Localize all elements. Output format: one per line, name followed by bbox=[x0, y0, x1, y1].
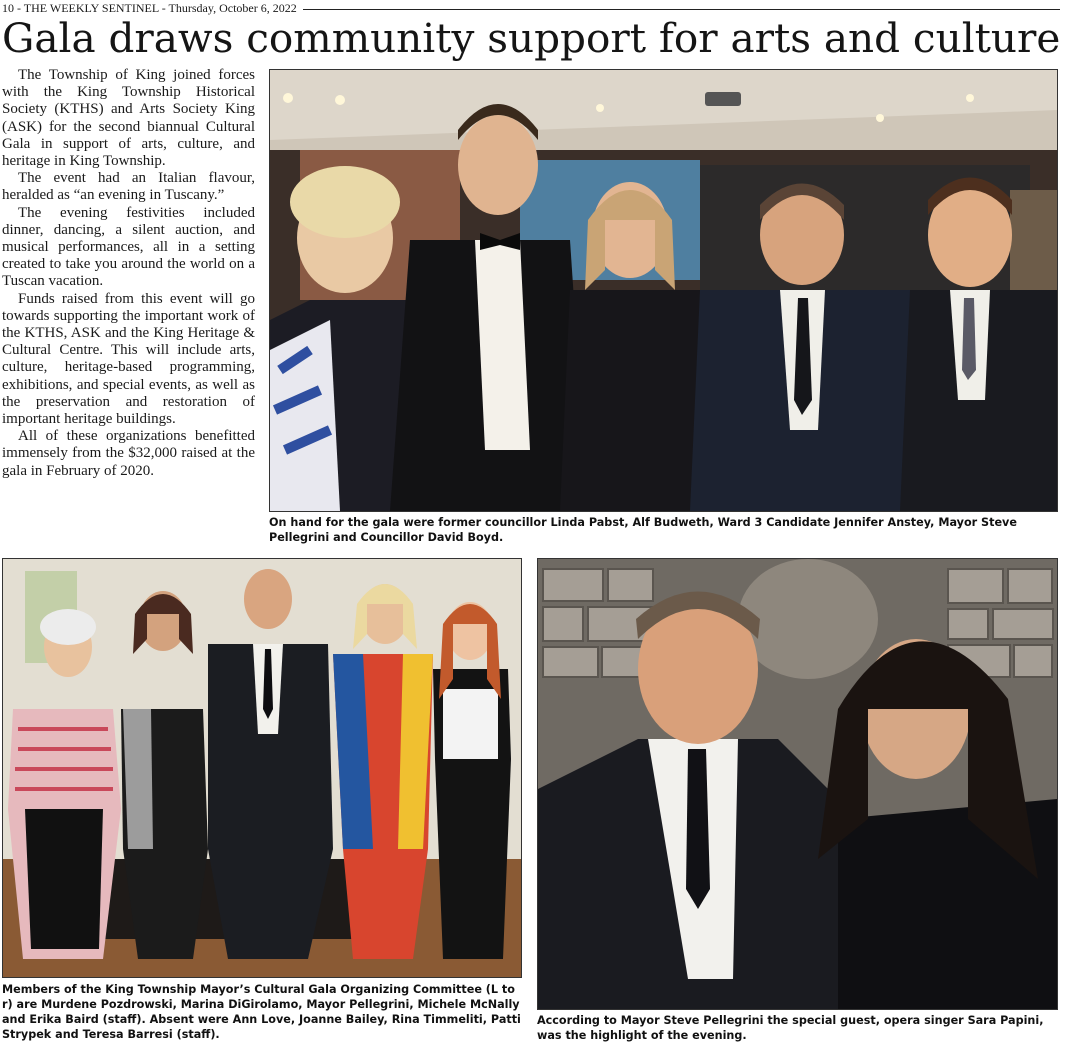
article-paragraph: The evening festivities included dinner, dancing, a silent auction, and musical performances, all in a setting created to take you around the world on a Tuscan vacation. bbox=[2, 204, 255, 290]
article-paragraph: All of these organizations benefitted immensely from the $32,000 raised at the gala in February of 2020. bbox=[2, 428, 255, 479]
header-rule bbox=[303, 9, 1060, 10]
photo-caption-bottom-left: Members of the King Township Mayor’s Cultural Gala Organizing Committee (L to r) are Murdene Pozdrowski, Marina DiGirolamo, Mayor Pellegrini, Michele McNally and Erika Baird (staff). Absent were Ann Love, Joanne Bailey, Rina Timmeliti, Patti Strypek and Teresa Barresi (staff). bbox=[2, 983, 521, 1041]
photo-mayor-and-singer-illustration bbox=[538, 559, 1057, 1009]
page-header-text: 10 - THE WEEKLY SENTINEL - Thursday, October 6, 2022 bbox=[2, 0, 297, 15]
photo-mayor-and-singer bbox=[537, 558, 1058, 1010]
headline: Gala draws community support for arts and culture bbox=[2, 14, 1061, 62]
photo-gala-group bbox=[269, 69, 1058, 512]
photo-caption-bottom-right: According to Mayor Steve Pellegrini the special guest, opera singer Sara Papini, was the highlight of the evening. bbox=[537, 1014, 1044, 1042]
photo-committee bbox=[2, 558, 522, 978]
photo-gala-group-illustration bbox=[270, 70, 1057, 511]
article-body bbox=[2, 67, 255, 480]
article-paragraph: The event had an Italian flavour, heralded as “an evening in Tuscany.” bbox=[2, 170, 255, 204]
photo-caption-top: On hand for the gala were former councillor Linda Pabst, Alf Budweth, Ward 3 Candidate Jennifer Anstey, Mayor Steve Pellegrini and Councillor David Boyd. bbox=[269, 516, 1017, 544]
article-paragraph: The Township of King joined forces with the King Township Historical Society (KTHS) and Arts Society King (ASK) for the second biannual Cultural Gala in support of arts, culture, and heritage in King Township. bbox=[2, 67, 255, 170]
article-paragraph: Funds raised from this event will go towards supporting the important work of the KTHS, ASK and the King Heritage & Cultural Centre. This will include arts, culture, heritage-based programming, exhibitions, and special events, as well as the preservation and restoration of important heritage buildings. bbox=[2, 290, 255, 428]
photo-committee-illustration bbox=[3, 559, 521, 977]
